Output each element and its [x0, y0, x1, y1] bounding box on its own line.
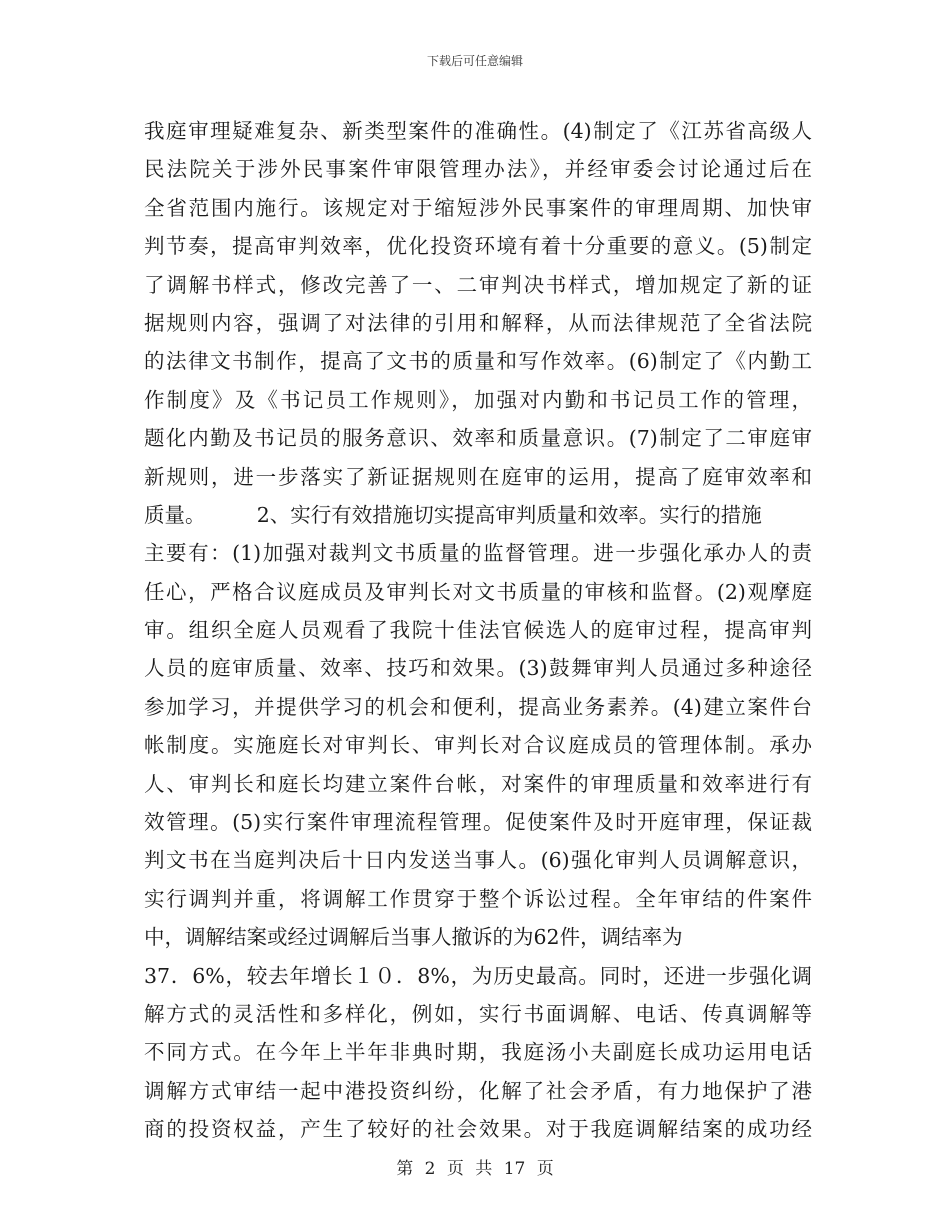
text-line: 效管理。(5)实行案件审理流程管理。促使案件及时开庭审理，保证裁: [144, 810, 812, 835]
text-line: 参加学习，并提供学习的机会和便利，提高业务素养。(4)建立案件台: [144, 694, 812, 719]
text-line: 判文书在当庭判决后十日内发送当事人。(6)强化审判人员调解意识，: [144, 848, 812, 873]
text-line: 解方式的灵活性和多样化，例如，实行书面调解、电话、传真调解等: [144, 1001, 812, 1026]
text-line: 帐制度。实施庭长对审判长、审判长对合议庭成员的管理体制。承办: [144, 733, 812, 758]
text-line: 人、审判长和庭长均建立案件台帐，对案件的审理质量和效率进行有: [144, 771, 812, 796]
text-line: 我庭审理疑难复杂、新类型案件的准确性。(4)制定了《江苏省高级人: [144, 119, 812, 143]
page-header: 下载后可任意编辑: [426, 54, 523, 68]
text-line: 了调解书样式，修改完善了一、二审判决书样式，增加规定了新的证: [144, 272, 812, 297]
text-line: 全省范围内施行。该规定对于缩短涉外民事案件的审理周期、加快审: [144, 195, 812, 220]
text-line: 题化内勤及书记员的服务意识、效率和质量意识。(7)制定了二审庭审: [144, 426, 812, 451]
text-line: 主要有：(1)加强对裁判文书质量的监督管理。进一步强化承办人的责: [144, 541, 812, 566]
text-line: 新规则，进一步落实了新证据规则在庭审的运用，提高了庭审效率和: [144, 464, 812, 489]
text-line: 人员的庭审质量、效率、技巧和效果。(3)鼓舞审判人员通过多种途径: [144, 656, 812, 681]
text-line: 据规则内容，强调了对法律的引用和解释，从而法律规范了全省法院: [144, 310, 812, 335]
text-line: 作制度》及《书记员工作规则》，加强对内勤和书记员工作的管理，: [144, 387, 812, 412]
text-line: 37．6%，较去年增长１０．8%，为历史最高。同时，还进一步强化调: [144, 963, 812, 988]
text-line: 中，调解结案或经过调解后当事人撤诉的为62件，调结率为: [144, 925, 683, 950]
text-line: 审。组织全庭人员观看了我院十佳法官候选人的庭审过程，提高审判: [144, 618, 812, 643]
page-footer: 第 2 页 共 17 页: [396, 1159, 554, 1179]
text-line: 调解方式审结一起中港投资纠纷，化解了社会矛盾，有力地保护了港: [144, 1078, 812, 1103]
text-line: 的法律文书制作，提高了文书的质量和写作效率。(6)制定了《内勤工: [144, 349, 812, 374]
text-line: 判节奏，提高审判效率，优化投资环境有着十分重要的意义。(5)制定: [144, 234, 812, 259]
body-text: [144, 112, 812, 1149]
text-line: 质量。 2、实行有效措施切实提高审判质量和效率。实行的措施: [144, 502, 762, 527]
text-line: 不同方式。在今年上半年非典时期，我庭汤小夫副庭长成功运用电话: [144, 1040, 812, 1065]
text-line: 实行调判并重，将调解工作贯穿于整个诉讼过程。全年审结的件案件: [144, 886, 812, 911]
text-line: 任心，严格合议庭成员及审判长对文书质量的审核和监督。(2)观摩庭: [144, 579, 812, 604]
text-line: 民法院关于涉外民事案件审限管理办法》，并经审委会讨论通过后在: [144, 157, 812, 182]
text-line: 商的投资权益，产生了较好的社会效果。对于我庭调解结案的成功经: [144, 1117, 812, 1142]
